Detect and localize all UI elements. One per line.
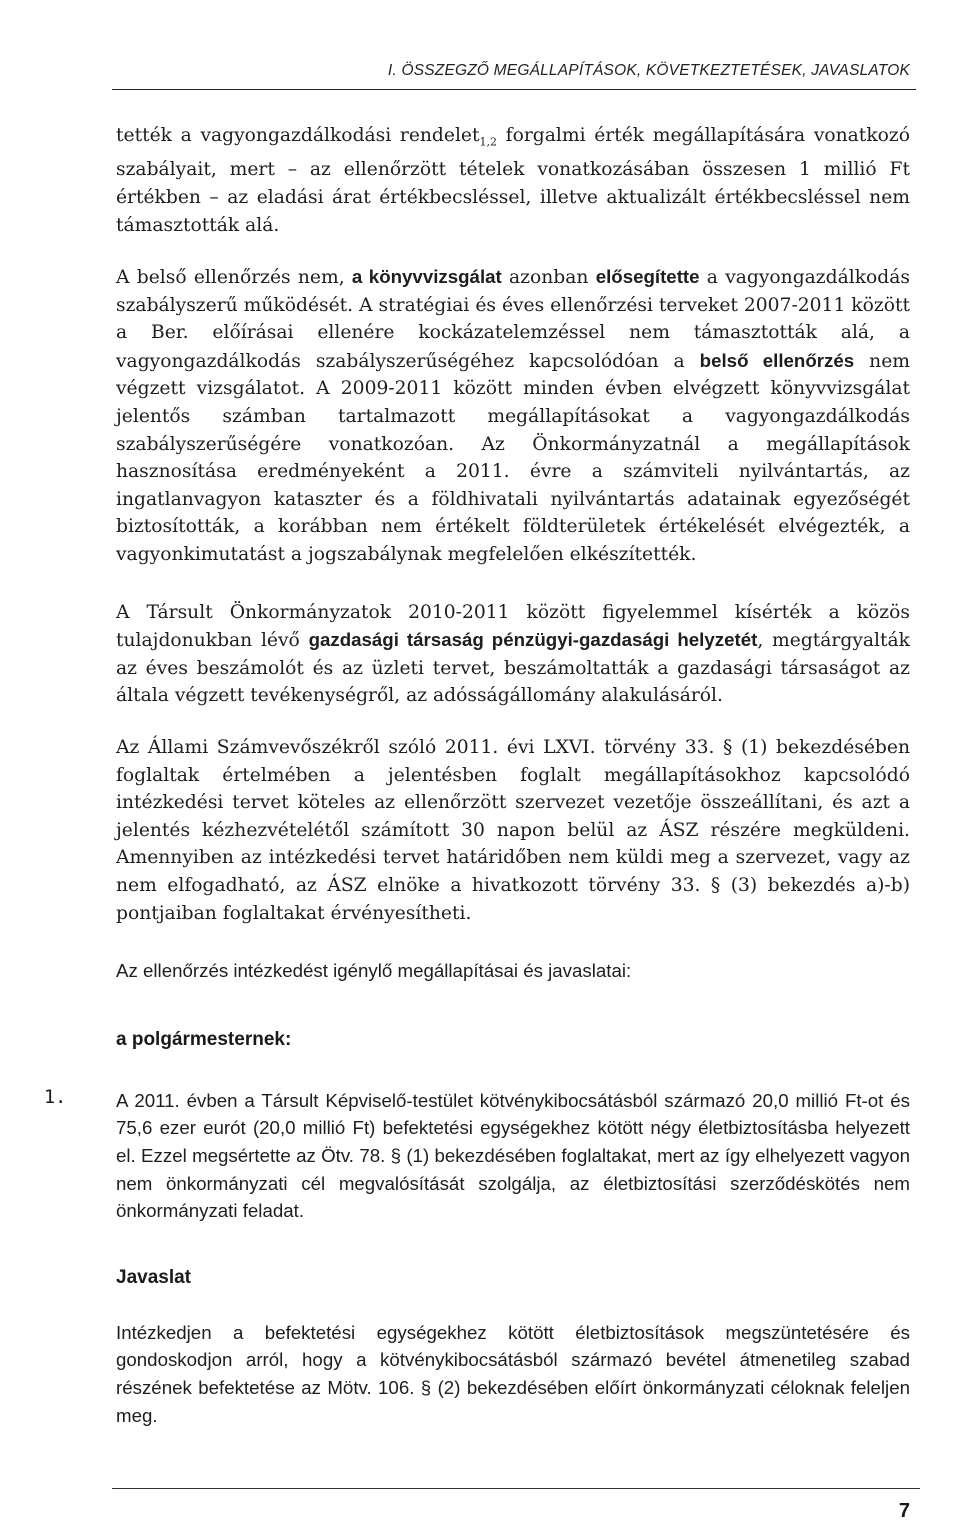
running-header: I. ÖSSZEGZŐ MEGÁLLAPÍTÁSOK, KÖVETKEZTETÉSEK, JAVASLATOK [387, 62, 910, 79]
text-run: tették a vagyongazdálkodási rendelet [116, 125, 480, 146]
paragraph-associated-municipalities [116, 599, 910, 710]
document-body [44, 122, 911, 1429]
bold-phrase: gazdasági társaság pénzügyi-gazdasági helyzetét [308, 629, 758, 651]
proposal-text: Intézkedjen a befektetési egységekhez kötött életbiztosítások megszüntetésére és gondoskodjon arról, hogy a kötvénykibocsátásból származó bevétel átmenetileg szabad részének befektetése az Mötv. 106. § (2) bekezdésében előírt önkormányzati céloknak feleljen meg. [116, 1321, 910, 1426]
page-number: 7 [898, 1500, 910, 1522]
header-rule [112, 89, 916, 90]
footnote-subscript: 1,2 [479, 135, 497, 149]
finding-text: A 2011. évben a Társult Képviselő-testület kötvénykibocsátásból származó 20,0 millió Ft-ot és 75,6 ezer eurót (20,0 millió Ft) befektetési egységekhez kötött négy életbiztosításba helyezett el. Ezzel megsértette az Ötv. 78. § (1) bekezdésében foglaltakat, mert az így elhelyezett vagyon nem önkormányzati cél megvalósítását szolgálja, az életbiztosítási szerződéskötés nem önkormányzati feladat. [116, 1089, 910, 1222]
finding-item-1 [44, 1086, 910, 1225]
text-run: forgalmi érték megállapítására vonatkozó szabályait, mert – az ellenőrzött tételek vonatkozásában összesen 1 millió Ft értékben – az eladási árat értékbecsléssel, illetve aktualizált értékbecsléssel nem támasztották alá. [116, 125, 910, 236]
bold-phrase: elősegítette [595, 266, 700, 288]
list-number: 1. [44, 1086, 67, 1108]
paragraph-action-plan: Az Állami Számvevőszékről szóló 2011. évi LXVI. törvény 33. § (1) bekezdésében foglaltak értelmében a jelentésben foglalt megállapításokhoz kapcsolódó intézkedési tervet köteles az ellenőrzött szervezet vezetője összeállítani, és azt a jelentés kézhezvételétől számított 30 napon belül az ÁSZ részére megküldeni. Amennyiben az intézkedési tervet határidőben nem küldi meg a szervezet, vagy az nem elfogadható, az ÁSZ elnöke a hivatkozott törvény 33. § (3) bekezdés a)-b) pontjaiban foglaltakat érvényesítheti. [116, 737, 910, 924]
bold-phrase: belső ellenőrzés [699, 349, 855, 371]
text-run: , megtárgyalták az éves beszámolót és az üzleti tervet, beszámoltatták a gazdasági társaságot az általa végzett tevékenységről, az adósságállomány alakulásáról. [116, 630, 910, 707]
proposal-heading: Javaslat [116, 1266, 192, 1288]
paragraph-findings-intro: Az ellenőrzés intézkedést igénylő megállapításai és javaslatai: [116, 960, 632, 982]
addressee-heading: a polgármesternek: [116, 1028, 292, 1050]
text-run: azonban [501, 267, 596, 289]
text-run: nem végzett vizsgálatot. A 2009-2011 között minden évben elvégzett könyvvizsgálat jelentős számban tartalmazott megállapításokat a vagyongazdálkodás szabályszerűségére vonatkozóan. Az Önkormányzatnál a megállapítások hasznosítása eredményeként a 2011. évre a számviteli nyilvántartás, az ingatlanvagyon kataszter és a földhivatali nyilvántartás adatainak egyezőségét biztosították, a korábban nem értékelt földterületek értékelését elvégezték, a vagyonkimutatást a jogszabálynak megfelelően elkészítették. [116, 350, 910, 566]
footer-rule [112, 1488, 920, 1489]
text-run: A belső ellenőrzés nem, [116, 267, 352, 289]
bold-phrase: a könyvvizsgálat [351, 266, 502, 288]
text-run: a vagyongazdálkodás szabályszerű működését. A stratégiai és éves ellenőrzési terveket 2007-2011 között a Ber. előírásai ellenére kockázatelemzéssel nem támasztották alá, a vagyongazdálkodás szabályszerűségéhez kapcsolódóan a [116, 267, 911, 372]
text-run: A Társult Önkormányzatok 2010-2011 között figyelemmel kísérték a közös tulajdonukban lévő [116, 601, 910, 652]
paragraph-asset-rules [116, 122, 910, 239]
paragraph-internal-audit [116, 263, 910, 569]
